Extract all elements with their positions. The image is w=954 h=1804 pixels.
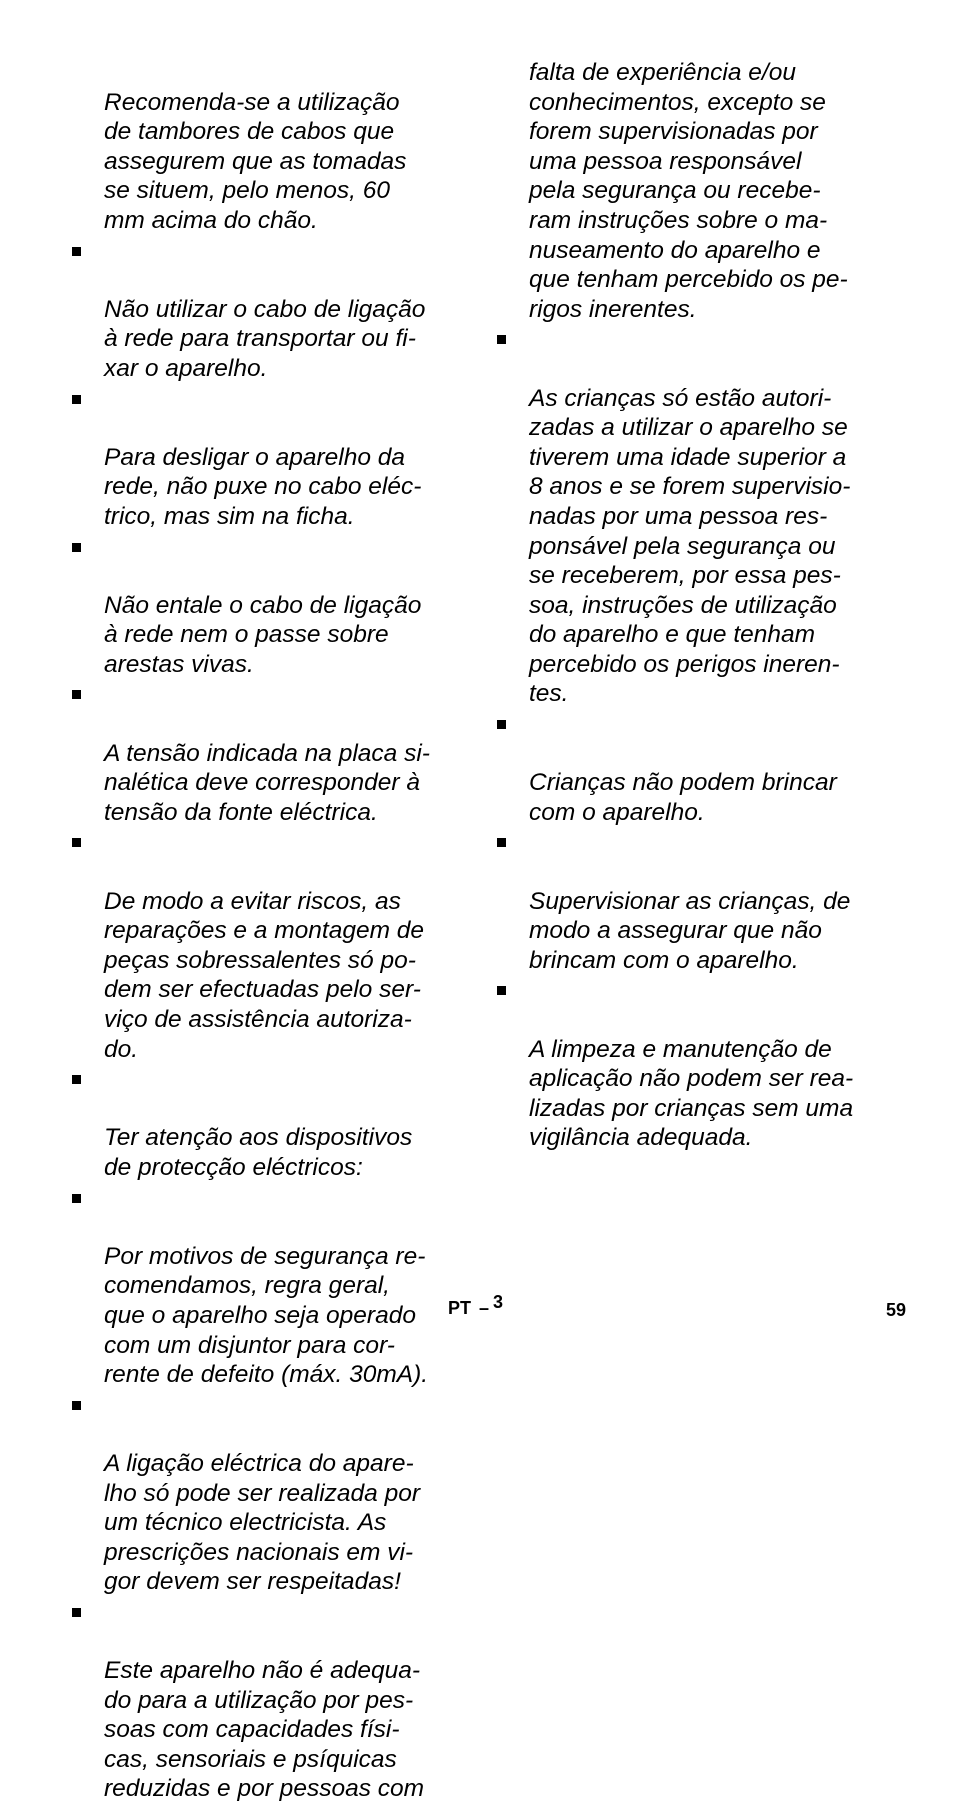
square-bullet-icon xyxy=(72,543,81,552)
square-bullet-icon xyxy=(497,838,506,847)
list-item xyxy=(529,827,889,975)
list-item xyxy=(104,827,464,1064)
list-item-text: Por motivos de segurança re- comendamos, regra geral, que o aparelho seja operado com um disjuntor para cor- rente de defeito (máx. 30mA). xyxy=(104,1242,429,1389)
list-item xyxy=(529,324,889,709)
square-bullet-icon xyxy=(497,720,506,729)
page-number: 59 xyxy=(885,1300,906,1320)
list-item xyxy=(104,1597,464,1804)
list-item xyxy=(104,1183,464,1390)
list-item-text: Para desligar o aparelho da rede, não puxe no cabo eléc- trico, mas sim na ficha. xyxy=(104,443,422,530)
list-item xyxy=(529,709,889,827)
list-item xyxy=(529,975,889,1153)
list-item-text: Crianças não podem brincar com o aparelho. xyxy=(529,769,837,826)
left-column xyxy=(104,58,464,1804)
square-bullet-icon xyxy=(72,838,81,847)
intro-paragraph: Recomenda-se a utilização de tambores de cabos que assegurem que as tomadas se situem, pelo menos, 60 mm acima do chão. xyxy=(104,88,407,234)
list-item xyxy=(104,1390,464,1597)
square-bullet-icon xyxy=(72,690,81,699)
list-item-text: De modo a evitar riscos, as reparações e a montagem de peças sobressalentes só po- dem ser efectuadas pelo ser- viço de assistência autoriza- do. xyxy=(104,887,425,1063)
square-bullet-icon xyxy=(72,1608,81,1617)
square-bullet-icon xyxy=(72,1401,81,1410)
list-item-text: A limpeza e manutenção de aplicação não podem ser rea- lizadas por crianças sem uma vigilância adequada. xyxy=(529,1035,854,1152)
list-item-text: As crianças só estão autori- zadas a utilizar o aparelho se tiverem uma idade superior a 8 anos e se forem supervisio- nadas por uma pessoa res- ponsável pela segurança ou se receberem, por essa pes- soa, instruções de utilização do aparelho e que tenham percebido os perigos ineren- tes. xyxy=(529,384,851,708)
section-number: 3 xyxy=(493,1292,504,1312)
list-item xyxy=(104,679,464,827)
list-item-text: Não utilizar o cabo de ligação à rede para transportar ou fi- xar o aparelho. xyxy=(104,295,426,382)
square-bullet-icon xyxy=(497,986,506,995)
list-item xyxy=(104,1064,464,1182)
list-item-text: Ter atenção aos dispositivos de protecção eléctricos: xyxy=(104,1124,413,1181)
square-bullet-icon xyxy=(497,335,506,344)
list-item xyxy=(104,532,464,680)
list-item-text: Este aparelho não é adequa- do para a utilização por pes- soas com capacidades físi- cas, sensoriais e psíquicas reduzidas e por pessoas com xyxy=(104,1657,425,1803)
right-column xyxy=(529,58,889,1153)
language-code: PT xyxy=(448,1298,472,1318)
list-item-text: Não entale o cabo de ligação à rede nem o passe sobre arestas vivas. xyxy=(104,591,422,678)
square-bullet-icon xyxy=(72,395,81,404)
square-bullet-icon xyxy=(72,247,81,256)
square-bullet-icon xyxy=(72,1075,81,1084)
list-item-text: Supervisionar as crianças, de modo a assegurar que não brincam com o aparelho. xyxy=(529,887,851,974)
footer-section-code xyxy=(448,1292,504,1320)
list-item xyxy=(104,384,464,532)
footer-dash: – xyxy=(479,1298,490,1318)
list-item-text: A tensão indicada na placa si- nalética deve corresponder à tensão da fonte eléctrica. xyxy=(104,739,430,826)
continuation-paragraph: falta de experiência e/ou conhecimentos, excepto se forem supervisionadas por uma pessoa responsável pela segurança ou recebe- ram instruções sobre o ma- nuseamento do aparelho e que tenham percebido os pe- rigos inerentes. xyxy=(529,59,848,323)
list-item xyxy=(104,236,464,384)
list-item-text: A ligação eléctrica do apare- lho só pode ser realizada por um técnico electricista. As prescrições nacionais em vi- gor devem ser respeitadas! xyxy=(104,1449,420,1596)
square-bullet-icon xyxy=(72,1194,81,1203)
